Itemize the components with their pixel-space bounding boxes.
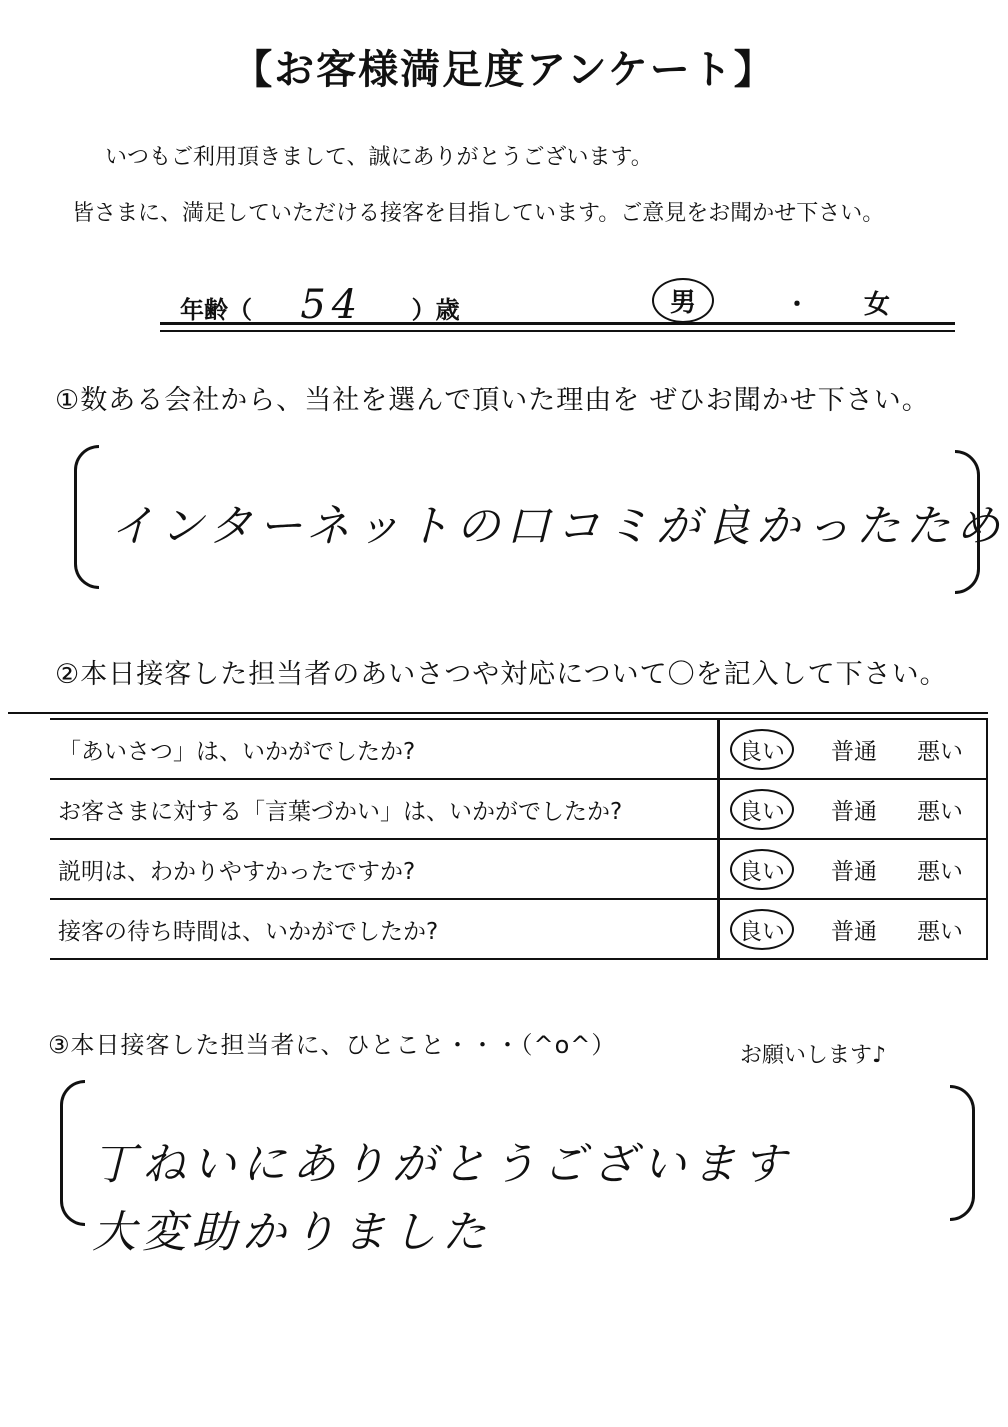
rating-option[interactable]: 悪い — [917, 738, 963, 765]
age-value[interactable]: 54 — [300, 282, 364, 328]
intro-line-2: 皆さまに、満足していただける接客を目指しています。ご意見をお聞かせ下さい。 — [72, 201, 885, 226]
rating-option-selected[interactable]: 良い — [730, 789, 794, 830]
q3-bracket-right — [950, 1085, 975, 1221]
rating-option[interactable]: 悪い — [917, 858, 963, 885]
gender-female[interactable]: 女 — [864, 290, 891, 320]
q3-note: お願いします♪ — [740, 1043, 887, 1068]
q1-question: ①数ある会社から、当社を選んで頂いた理由を ぜひお聞かせ下さい。 — [55, 385, 930, 416]
rating-option[interactable]: 悪い — [917, 918, 963, 945]
rating-option-selected[interactable]: 良い — [730, 909, 794, 950]
q2-question: ②本日接客した担当者のあいさつや対応について〇を記入して下さい。 — [55, 659, 948, 690]
q3-answer-line-1[interactable]: 丁ねいにありがとうございます — [92, 1139, 792, 1190]
q1-answer[interactable]: インターネットの口コミが良かったため — [110, 501, 1007, 552]
rating-question: 接客の待ち時間は、いかがでしたか? — [50, 899, 719, 959]
page-title: 【お客様満足度アンケート】 — [232, 47, 776, 93]
intro-line-1: いつもご利用頂きまして、誠にありがとうございます。 — [105, 145, 653, 170]
rating-option-selected[interactable]: 良い — [730, 729, 794, 770]
rating-option[interactable]: 普通 — [831, 858, 877, 885]
rating-row — [50, 899, 987, 959]
rating-row — [50, 839, 987, 899]
profile-underline — [160, 322, 955, 325]
q2-top-rule — [8, 712, 988, 714]
rating-table — [50, 718, 988, 960]
rating-option-selected[interactable]: 良い — [730, 849, 794, 890]
rating-options — [719, 899, 988, 959]
q1-bracket-left — [74, 445, 99, 589]
q3-question: ③本日接客した担当者に、ひとこと・・・（^o^） — [48, 1031, 617, 1059]
rating-row — [50, 719, 987, 779]
q3-answer-line-2[interactable]: 大変助かりました — [92, 1207, 492, 1258]
gender-male-selected[interactable]: 男 — [652, 278, 714, 323]
rating-question: 「あいさつ」は、いかがでしたか? — [50, 719, 719, 779]
age-label: 年齢（ — [180, 296, 252, 324]
rating-option[interactable]: 普通 — [831, 738, 877, 765]
rating-options — [719, 719, 988, 779]
rating-option[interactable]: 普通 — [831, 918, 877, 945]
rating-row — [50, 779, 987, 839]
rating-question: 説明は、わかりやすかったですか? — [50, 839, 719, 899]
rating-options — [719, 839, 988, 899]
rating-options — [719, 779, 988, 839]
profile-underline-2 — [160, 330, 955, 332]
rating-option[interactable]: 悪い — [917, 798, 963, 825]
q3-bracket-left — [60, 1080, 85, 1226]
rating-option[interactable]: 普通 — [831, 798, 877, 825]
rating-question: お客さまに対する「言葉づかい」は、いかがでしたか? — [50, 779, 719, 839]
age-suffix: ）歳 — [411, 296, 460, 324]
gender-separator: ・ — [785, 290, 809, 318]
